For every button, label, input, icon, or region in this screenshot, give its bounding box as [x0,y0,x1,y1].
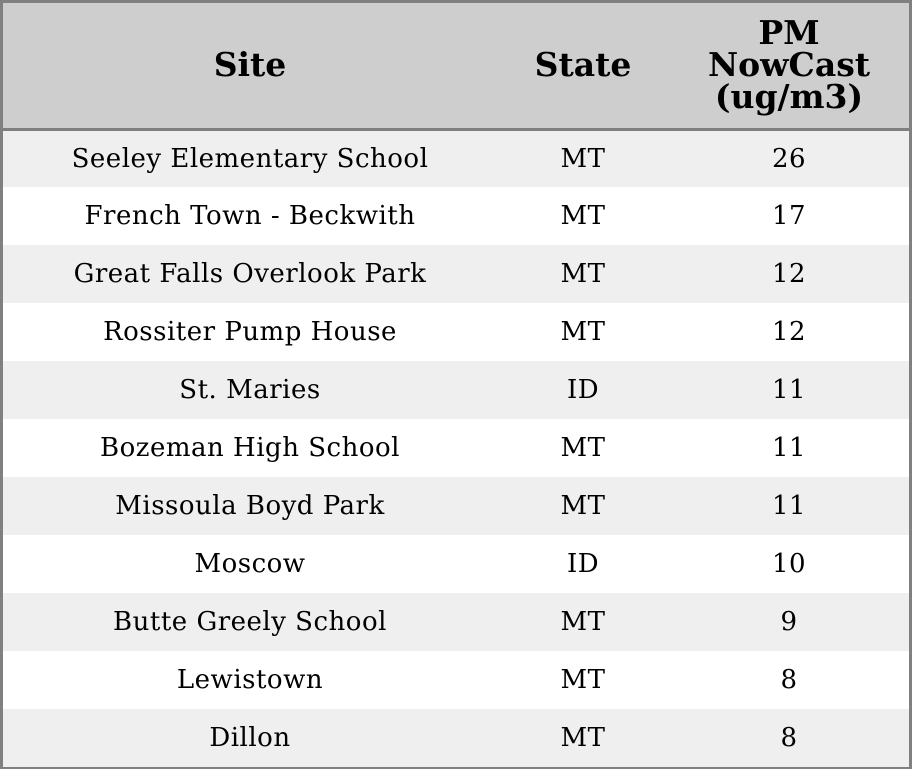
pm-value-cell: 8 [780,723,798,753]
header-pm-line-3: (ug/m3) [714,77,864,117]
state-cell: MT [560,317,606,347]
site-cell: Missoula Boyd Park [115,491,385,521]
table-row [3,361,909,419]
header-site [3,3,497,129]
state-cell: MT [560,607,606,637]
table-header [3,3,909,129]
site-cell: Dillon [209,723,291,753]
header-state [497,3,669,129]
table-row [3,187,909,245]
pm-value-cell: 12 [771,317,807,347]
header-pm-line-1: PM [758,13,820,53]
site-cell: Bozeman High School [100,433,400,463]
state-cell: MT [560,143,606,174]
header-pm-nowcast [669,3,909,129]
pm-value-cell: 12 [771,259,807,289]
state-cell: MT [560,491,606,521]
header-state-label: State [534,45,632,85]
site-cell: Moscow [194,549,306,579]
pm-value-cell: 11 [771,375,807,405]
data-table [3,3,909,767]
table-row [3,593,909,651]
table-row [3,651,909,709]
state-cell: ID [566,375,600,405]
table-row [3,245,909,303]
header-pm-line-2: NowCast [707,45,871,85]
state-cell: MT [560,201,606,231]
state-cell: MT [560,723,606,753]
site-cell: Rossiter Pump House [103,317,397,347]
site-cell: Seeley Elementary School [71,143,429,174]
pm-value-cell: 11 [771,491,807,521]
table-body [3,129,909,767]
table-row [3,303,909,361]
table-row [3,709,909,767]
state-cell: ID [566,549,600,579]
table-row [3,419,909,477]
header-site-label: Site [213,45,287,85]
table-row [3,129,909,187]
pm-value-cell: 26 [771,143,807,174]
site-cell: Lewistown [176,665,324,695]
state-cell: MT [560,665,606,695]
pm-value-cell: 10 [771,549,807,579]
site-cell: Great Falls Overlook Park [73,259,427,289]
pm-value-cell: 8 [780,665,798,695]
pm-value-cell: 17 [771,201,807,231]
state-cell: MT [560,433,606,463]
site-cell: St. Maries [179,375,321,405]
state-cell: MT [560,259,606,289]
table-row [3,477,909,535]
pm-value-cell: 11 [771,433,807,463]
header-row [3,3,909,129]
table-row [3,535,909,593]
site-cell: Butte Greely School [113,607,387,637]
pm-value-cell: 9 [780,607,798,637]
site-cell: French Town - Beckwith [84,201,416,231]
